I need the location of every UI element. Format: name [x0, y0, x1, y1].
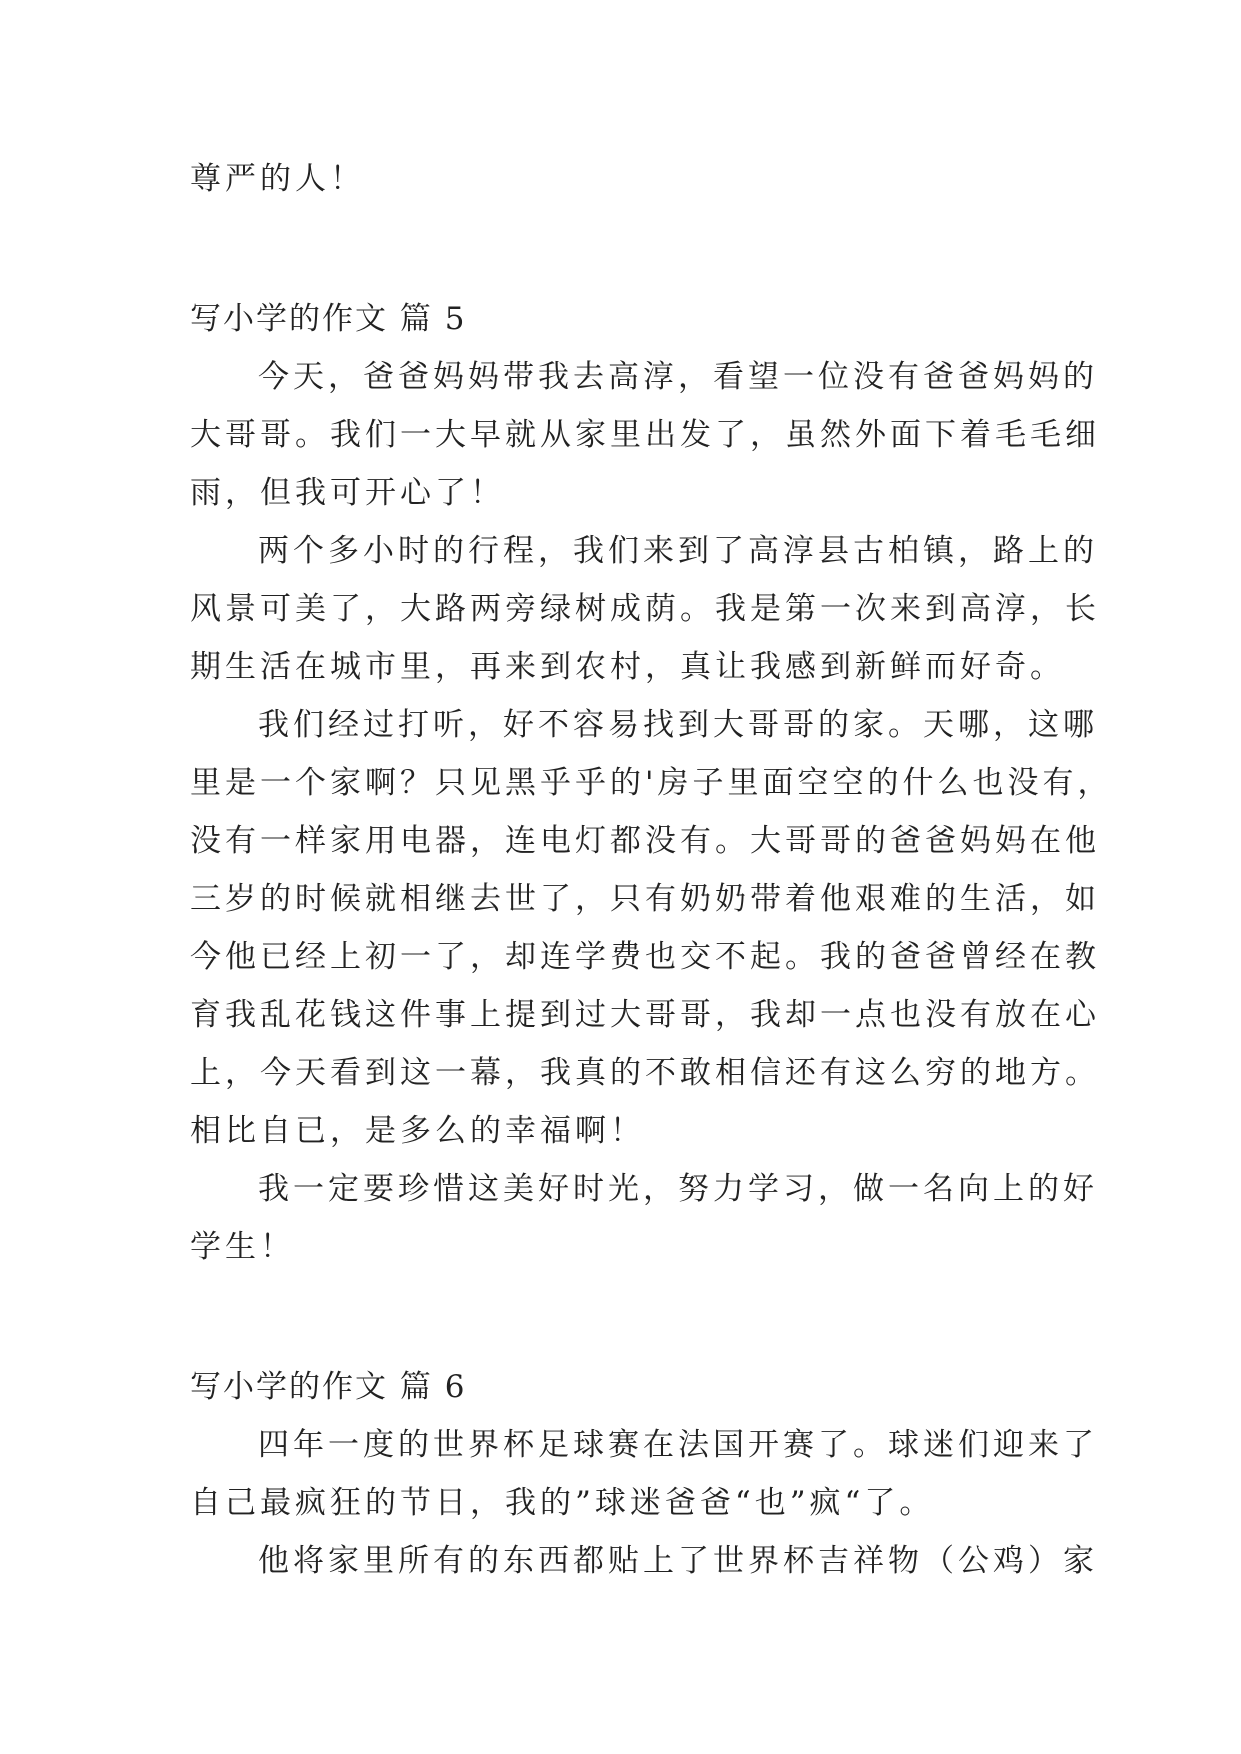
paragraph-line: 学生！ — [190, 1229, 295, 1265]
paragraph-line: 相比自已，是多么的幸福啊！ — [190, 1113, 645, 1149]
paragraph-line: 两个多小时的行程，我们来到了高淳县古柏镇，路上的 — [258, 533, 1098, 569]
paragraph-line: 上，今天看到这一幕，我真的不敢相信还有这么穷的地方。 — [190, 1055, 1100, 1091]
paragraph-line: 三岁的时候就相继去世了，只有奶奶带着他艰难的生活，如 — [190, 881, 1100, 917]
paragraph-line: 我一定要珍惜这美好时光，努力学习，做一名向上的好 — [258, 1171, 1098, 1207]
paragraph-line: 我们经过打听，好不容易找到大哥哥的家。天哪，这哪 — [258, 707, 1098, 743]
paragraph-line: 四年一度的世界杯足球赛在法国开赛了。球迷们迎来了 — [258, 1427, 1098, 1463]
paragraph-line: 没有一样家用电器，连电灯都没有。大哥哥的爸爸妈妈在他 — [190, 823, 1100, 859]
section-title-5: 写小学的作文 篇 5 — [190, 301, 467, 337]
section-gap — [190, 208, 1070, 290]
paragraph-line: 尊严的人！ — [190, 161, 365, 197]
paragraph-line: 今他已经上初一了，却连学费也交不起。我的爸爸曾经在教 — [190, 939, 1100, 975]
paragraph-line: 期生活在城市里，再来到农村，真让我感到新鲜而好奇。 — [190, 649, 1065, 685]
section-title-6: 写小学的作文 篇 6 — [190, 1369, 467, 1405]
section-gap — [190, 1276, 1070, 1358]
paragraph-line: 雨，但我可开心了！ — [190, 475, 505, 511]
paragraph-line: 风景可美了，大路两旁绿树成荫。我是第一次来到高淳，长 — [190, 591, 1100, 627]
paragraph-line: 自己最疯狂的节日，我的”球迷爸爸“也”疯“了。 — [190, 1485, 935, 1521]
paragraph-line: 他将家里所有的东西都贴上了世界杯吉祥物（公鸡）家 — [258, 1543, 1098, 1579]
paragraph-line: 大哥哥。我们一大早就从家里出发了，虽然外面下着毛毛细 — [190, 417, 1100, 453]
paragraph-line: 里是一个家啊？只见黑乎乎的'房子里面空空的什么也没有， — [190, 765, 1113, 801]
document-body — [190, 150, 1113, 1590]
paragraph-line: 今天，爸爸妈妈带我去高淳，看望一位没有爸爸妈妈的 — [258, 359, 1098, 395]
paragraph-line: 育我乱花钱这件事上提到过大哥哥，我却一点也没有放在心 — [190, 997, 1100, 1033]
